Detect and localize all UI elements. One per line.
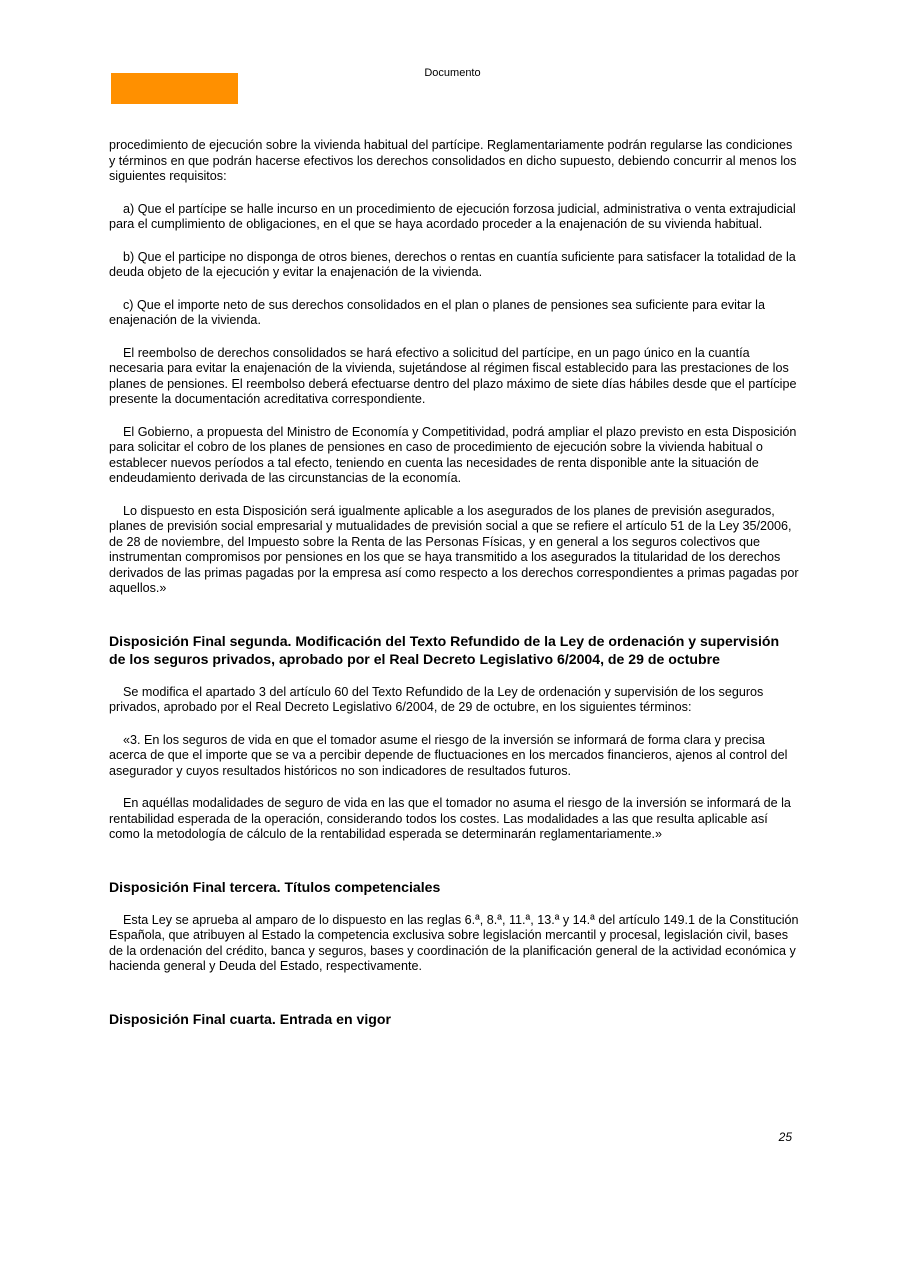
paragraph-se-modifica: Se modifica el apartado 3 del artículo 60 del Texto Refundido de la Ley de ordenación y supervisión de los seguros privados, aprobado por el Real Decreto Legislativo 6/2004, de 29 de octubre, en los siguientes términos: (109, 684, 764, 714)
paragraph-lo-dispuesto: Lo dispuesto en esta Disposición será igualmente aplicable a los asegurados de los planes de previsión asegurados, planes de previsión social empresarial y mutualidades de previsión social a que se refiere el artículo 51 de la Ley 35/2006, de 28 de noviembre, del Impuesto sobre la Renta de las Personas Físicas, y en general a los seguros colectivos que instrumentan compromisos por pensiones en los que se haya transmitido a los asegurados la titularidad de los derechos derivados de las primas pagadas por la empresa así como respecto a los derechos correspondientes a primas pagadas por aquellos.» (109, 503, 799, 595)
paragraph-requirement-a: a) Que el partícipe se halle incurso en un procedimiento de ejecución forzosa judicial, administrativa o venta extrajudicial para el cumplimiento de obligaciones, en el que se haya acordado proceder a la enajenación de su vivienda habitual. (109, 201, 796, 231)
section-heading-final-tercera: Disposición Final tercera. Títulos competenciales (109, 878, 441, 895)
page-number: 25 (778, 1130, 792, 1144)
section-heading-final-cuarta: Disposición Final cuarta. Entrada en vigor (109, 1010, 391, 1027)
document-body (109, 138, 799, 1045)
section-heading-final-segunda: Disposición Final segunda. Modificación del Texto Refundido de la Ley de ordenación y supervisión de los seguros privados, aprobado por el Real Decreto Legislativo 6/2004, de 29 de octubre (109, 632, 780, 667)
paragraph-modalidades: En aquéllas modalidades de seguro de vida en las que el tomador no asuma el riesgo de la inversión se informará de la rentabilidad esperada de la operación, considerando todos los costes. Las modalidades a las que resulta aplicable así como la metodología de cálculo de la rentabilidad esperada se determinarán reglamentariamente.» (109, 796, 791, 841)
paragraph-reembolso: El reembolso de derechos consolidados se hará efectivo a solicitud del partícipe, en un pago único en la cuantía necesaria para evitar la enajenación de la vivienda, sujetándose al régimen fiscal establecido para las prestaciones de los planes de pensiones. El reembolso deberá efectuarse dentro del plazo máximo de siete días hábiles desde que el partícipe presente la documentación acreditativa correspondiente. (109, 345, 797, 406)
paragraph-titulos: Esta Ley se aprueba al amparo de lo dispuesto en las reglas 6.ª, 8.ª, 11.ª, 13.ª y 14.ª del artículo 149.1 de la Constitución Española, que atribuyen al Estado la competencia exclusiva sobre legislación mercantil y procesal, legislación civil, bases de la ordenación del crédito, banca y seguros, bases y coordinación de la planificación general de la actividad económica y hacienda general y Deuda del Estado, respectivamente. (109, 912, 799, 973)
paragraph-quote-3: «3. En los seguros de vida en que el tomador asume el riesgo de la inversión se informará de forma clara y precisa acerca de que el importe que se va a percibir depende de fluctuaciones en los mercados financieros, ajenos al control del asegurador y cuyos resultados históricos no son indicadores de resultados futuros. (109, 732, 788, 778)
paragraph-continuation: procedimiento de ejecución sobre la vivienda habitual del partícipe. Reglamentariamente podrán regularse las condiciones y términos en que podrán hacerse efectivos los derechos consolidados en dicho supuesto, debiendo concurrir al menos los siguientes requisitos: (109, 138, 797, 183)
paragraph-requirement-c: c) Que el importe neto de sus derechos consolidados en el plan o planes de pensiones sea suficiente para evitar la enajenación de la vivienda. (109, 297, 765, 327)
header-title: Documento (424, 67, 481, 79)
paragraph-gobierno: El Gobierno, a propuesta del Ministro de Economía y Competitividad, podrá ampliar el plazo previsto en esta Disposición para solicitar el cobro de los planes de pensiones en caso de procedimiento de ejecución sobre la vivienda habitual o establecer nuevos períodos a tal efecto, teniendo en cuenta las necesidades de renta disponible ante la situación de endeudamiento derivada de las circunstancias de la economía. (109, 424, 797, 485)
paragraph-requirement-b: b) Que el participe no disponga de otros bienes, derechos o rentas en cuantía suficiente para satisfacer la totalidad de la deuda objeto de la ejecución y evitar la enajenación de la vivienda. (109, 249, 796, 279)
